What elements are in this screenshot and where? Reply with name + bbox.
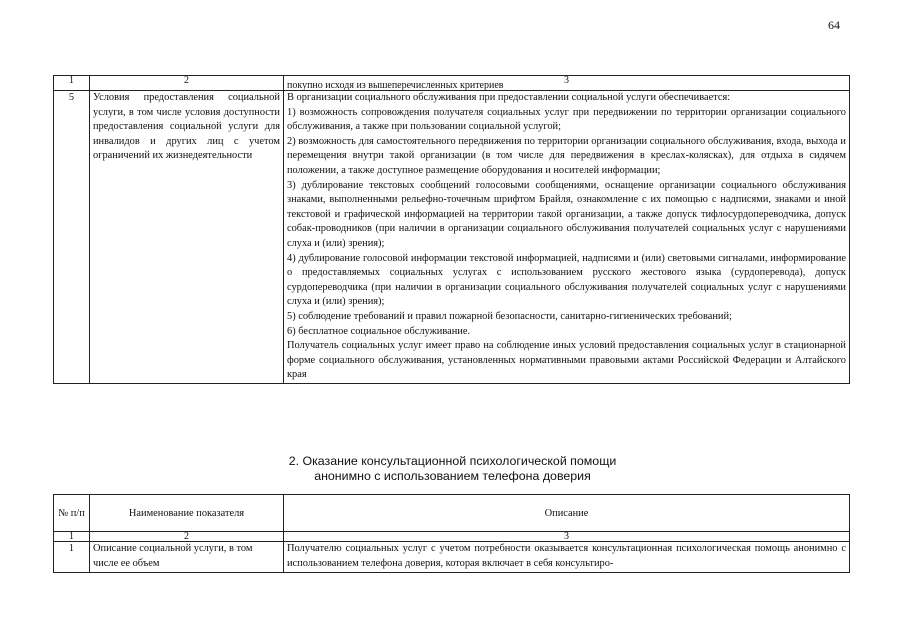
- description-paragraph: 2) возможность для самостоятельного передвижения по территории организации социального обслуживания, входа, выхода и перемещения внутри такой организации (в том числе для передвижения в креслах-колясках), для отдыха в сидячем положении, а также доступное размещение оборудования и носителей информации;: [287, 135, 846, 176]
- psychological-help-table: [53, 494, 850, 573]
- column-number-cell: 3: [284, 532, 850, 542]
- column-number-cell: 3 покупно исходя из вышеперечисленных критериев: [284, 76, 850, 91]
- row-number: 1: [54, 542, 90, 573]
- table-row: [54, 542, 850, 573]
- section-heading: [200, 454, 705, 484]
- header-description: Описание: [284, 495, 850, 532]
- description-paragraph: В организации социального обслуживания при предоставлении социальной услуги обеспечивается:: [287, 92, 731, 103]
- description-paragraph: 4) дублирование голосовой информации текстовой информацией, надписями и (или) световыми сигналами, информирование о предоставляемых социальных услугах с использованием русского жестового языка (сурдоперевода), допуск сурдопереводчика (при наличии в организации социального обслуживания получателей социальных услуг с нарушениями слуха и (или) зрения);: [287, 252, 846, 308]
- section-heading-line: 2. Оказание консультационной психологической помощи: [288, 454, 617, 468]
- description-paragraph: 6) бесплатное социальное обслуживание.: [287, 325, 471, 337]
- social-service-conditions-table: [53, 75, 850, 384]
- table-row: [54, 91, 850, 384]
- row-number: 5: [54, 91, 90, 384]
- header-num: № п/п: [54, 495, 90, 532]
- column-number-row: [54, 76, 850, 91]
- page-number: 64: [828, 18, 840, 32]
- description-paragraph: 3) дублирование текстовых сообщений голосовыми сообщениями, оснащение организации социального обслуживания знаками, выполненными рельефно-точечным шрифтом Брайля, ознакомление с их помощью с надписями, знаками и иной текстовой и графической информацией на территории такой организации, а также допуск тифлосурдопереводчика, допуск собак-проводников (при наличии в организации социального обслуживания получателей социальных услуг с нарушениями слуха и (или) зрения);: [287, 179, 846, 249]
- description-paragraph: Получатель социальных услуг имеет право на соблюдение иных условий предоставления социальных услуг в стационарной форме социального обслуживания, установленных нормативными правовыми актами Российской Федерации и Алтайского края: [287, 340, 846, 381]
- indicator-description: [284, 91, 850, 384]
- section-heading-line: анонимно с использованием телефона доверия: [314, 469, 591, 483]
- table-header-row: [54, 495, 850, 532]
- indicator-name: Условия предоставления социальной услуги, в том числе условия доступности предоставления социальной услуги для инвалидов и других лиц с учетом ограничений их жизнедеятельности: [90, 91, 284, 384]
- column-number-cell: 1: [54, 76, 90, 91]
- indicator-description: Получателю социальных услуг с учетом потребности оказывается консультационная психологическая помощь анонимно с использованием телефона доверия, которая включает в себя консультиро-: [284, 542, 850, 573]
- column-number-cell: 2: [90, 532, 284, 542]
- indicator-name: Описание социальной услуги, в том числе ее объем: [90, 542, 284, 573]
- header-name: Наименование показателя: [90, 495, 284, 532]
- description-paragraph: 5) соблюдение требований и правил пожарной безопасности, санитарно-гигиенических требований;: [287, 310, 732, 322]
- column-number-row: [54, 532, 850, 542]
- column-number-cell: 2: [90, 76, 284, 91]
- column-number-cell: 1: [54, 532, 90, 542]
- description-paragraph: 1) возможность сопровождения получателя социальных услуг при передвижении по территории организации социального обслуживания, а также при пользовании социальной услугой;: [287, 106, 846, 133]
- continuation-text: покупно исходя из вышеперечисленных критериев: [287, 81, 504, 90]
